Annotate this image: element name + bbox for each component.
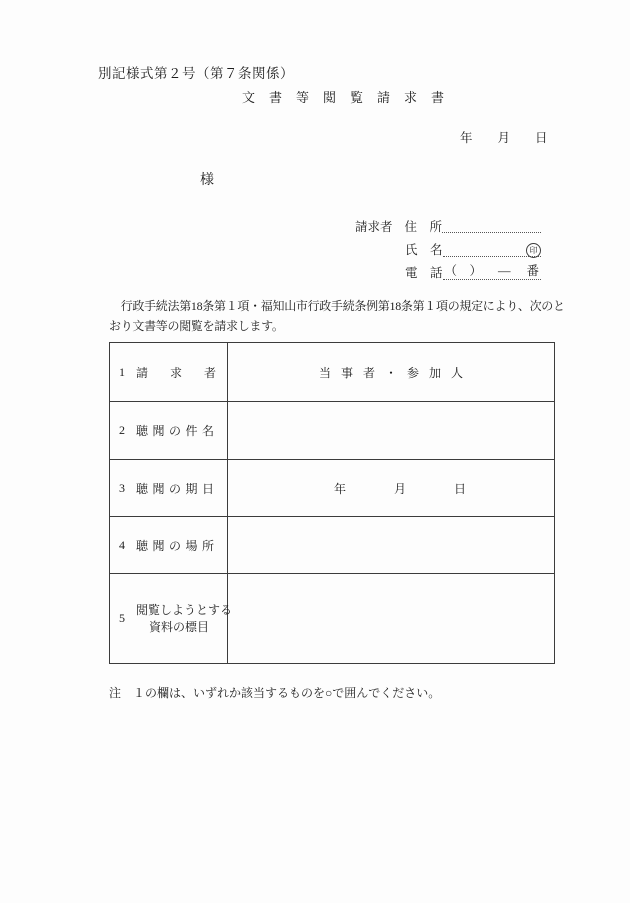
requester-block [355, 212, 541, 281]
table-row-hearing-place [110, 517, 554, 574]
table-row-material-title [110, 574, 554, 663]
name-line [355, 235, 541, 258]
name-label: 氏 名 [405, 243, 443, 257]
row-content-cell [228, 460, 554, 516]
seal-mark-icon: 印 [526, 243, 541, 258]
request-table [109, 342, 555, 664]
addressee-sama: 様 [200, 173, 214, 188]
row-label-cell [110, 402, 228, 459]
row-content-cell [228, 343, 554, 401]
address-fill-line [442, 231, 541, 233]
row-label: 請求者 [136, 365, 239, 380]
row-content-cell [228, 402, 554, 459]
row-label-cell [110, 343, 239, 401]
phone-unit-ban: 番 [526, 264, 539, 278]
phone-label: 電 話 [405, 266, 443, 280]
row-label: 聴聞の場所 [136, 538, 219, 553]
table-row-hearing-date [110, 460, 554, 517]
row-content: 当事者・参加人 [318, 365, 473, 380]
phone-line [355, 258, 541, 281]
address-label: 住 所 [404, 220, 443, 234]
footnote: 注 １の欄は、いずれか該当するものを○で囲んでください。 [109, 686, 441, 700]
requester-label: 請求者 [355, 220, 393, 234]
row-label: 聴聞の期日 [136, 481, 219, 496]
date-line: 年 月 日 [460, 131, 548, 145]
phone-dash: — [498, 264, 511, 278]
row-content-cell [228, 517, 554, 573]
row-content: 年 月 日 [333, 481, 466, 496]
table-row-hearing-subject [110, 402, 554, 460]
name-fill-line [443, 241, 541, 257]
phone-fill-line [443, 261, 541, 280]
request-statement [109, 297, 565, 336]
row-label-cell [110, 517, 228, 573]
row-number: 1 [119, 364, 125, 379]
table-row-requester [110, 343, 554, 402]
row-number: 3 [119, 480, 125, 495]
statement-line-1: 行政手続法第18条第１項・福知山市行政手続条例第18条第１項の規定により、次のと [109, 299, 565, 313]
form-number: 別記様式第２号（第７条関係） [98, 66, 294, 81]
row-label-cell [110, 574, 233, 663]
row-number: 2 [119, 423, 125, 437]
row-number: 4 [119, 537, 125, 552]
row-label-cell [110, 460, 228, 516]
row-content-cell [228, 574, 554, 663]
row-label: 聴聞の件名 [136, 424, 219, 438]
row-label: 閲覧しようとする資料の標目 [136, 602, 233, 634]
row-number: 5 [119, 611, 125, 625]
address-line [355, 212, 541, 235]
page-title: 文書等閲覧請求書 [242, 90, 459, 105]
phone-parentheses: （ ） [444, 264, 483, 278]
statement-line-2: おり文書等の閲覧を請求します。 [109, 318, 284, 333]
